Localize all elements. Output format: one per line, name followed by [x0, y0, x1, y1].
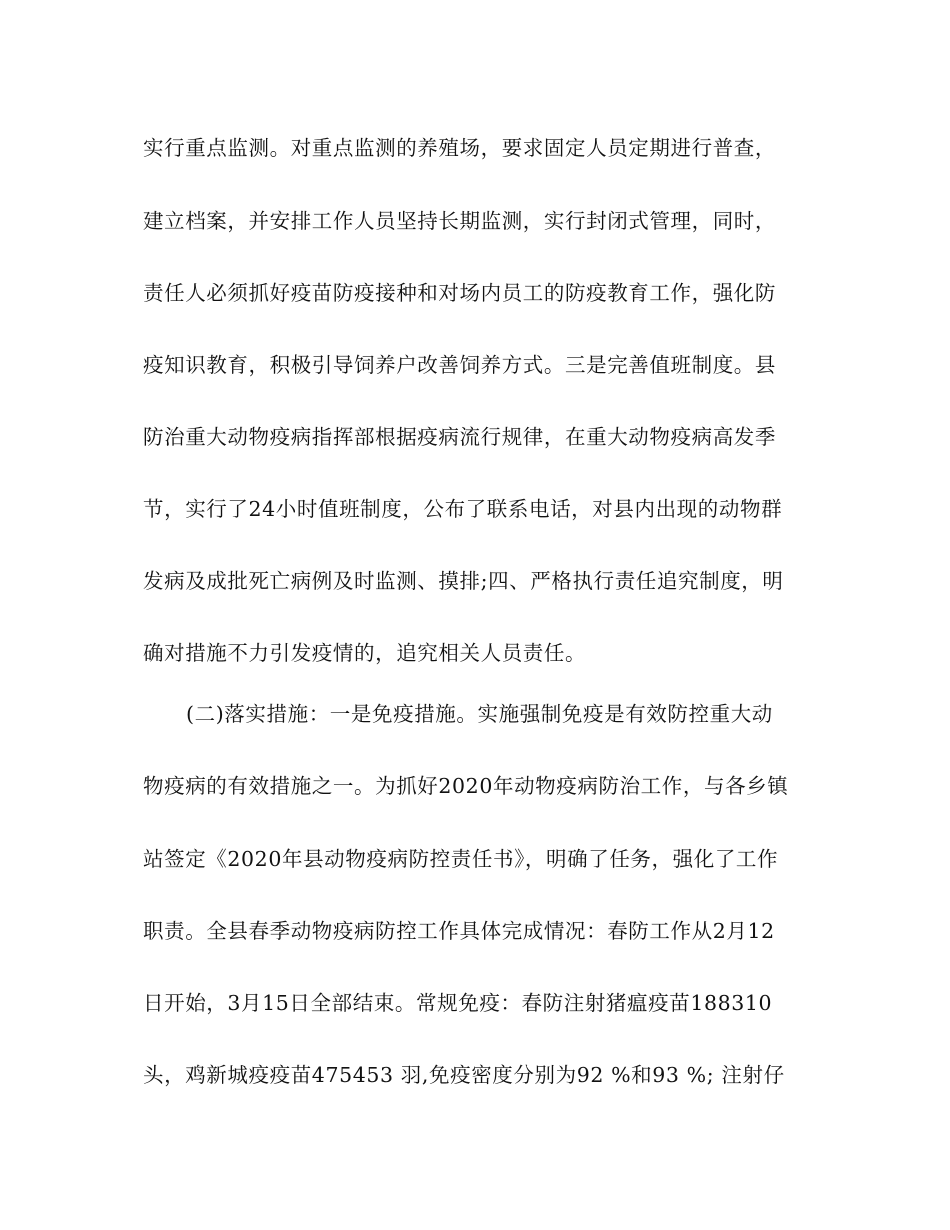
- paragraph-line: 日开始，3月15日全部结束。常规免疫：春防注射猪瘟疫苗188310: [143, 991, 773, 1015]
- paragraph-line: 发病及成批死亡病例及时监测、摸排;四、严格执行责任追究制度，明: [143, 569, 784, 593]
- paragraph-line: 责任人必须抓好疫苗防疫接种和对场内员工的防疫教育工作，强化防: [143, 281, 776, 305]
- paragraph-line: 防治重大动物疫病指挥部根据疫病流行规律，在重大动物疫病高发季: [143, 425, 776, 449]
- paragraph-line: 头，鸡新城疫疫苗475453 羽,免疫密度分别为92 %和93 %; 注射仔: [143, 1063, 785, 1087]
- paragraph-line: 节，实行了24小时值班制度，公布了联系电话，对县内出现的动物群: [143, 497, 783, 521]
- paragraph-line: 疫知识教育，积极引导饲养户改善饲养方式。三是完善值班制度。县: [143, 353, 776, 377]
- paragraph-line: 站签定《2020年县动物疫病防控责任书》，明确了任务，强化了工作: [143, 847, 779, 871]
- paragraph-line: 实行重点监测。对重点监测的养殖场，要求固定人员定期进行普查，: [143, 136, 776, 160]
- paragraph-line: 物疫病的有效措施之一。为抓好2020年动物疫病防治工作，与各乡镇: [143, 774, 789, 798]
- paragraph-line: 建立档案，并安排工作人员坚持长期监测，实行封闭式管理，同时，: [143, 209, 776, 233]
- paragraph-line: 确对措施不力引发疫情的，追究相关人员责任。: [143, 641, 587, 665]
- paragraph-line: 职责。全县春季动物疫病防控工作具体完成情况：春防工作从2月12: [143, 919, 775, 943]
- paragraph-line: (二)落实措施：一是免疫措施。实施强制免疫是有效防控重大动: [186, 702, 773, 726]
